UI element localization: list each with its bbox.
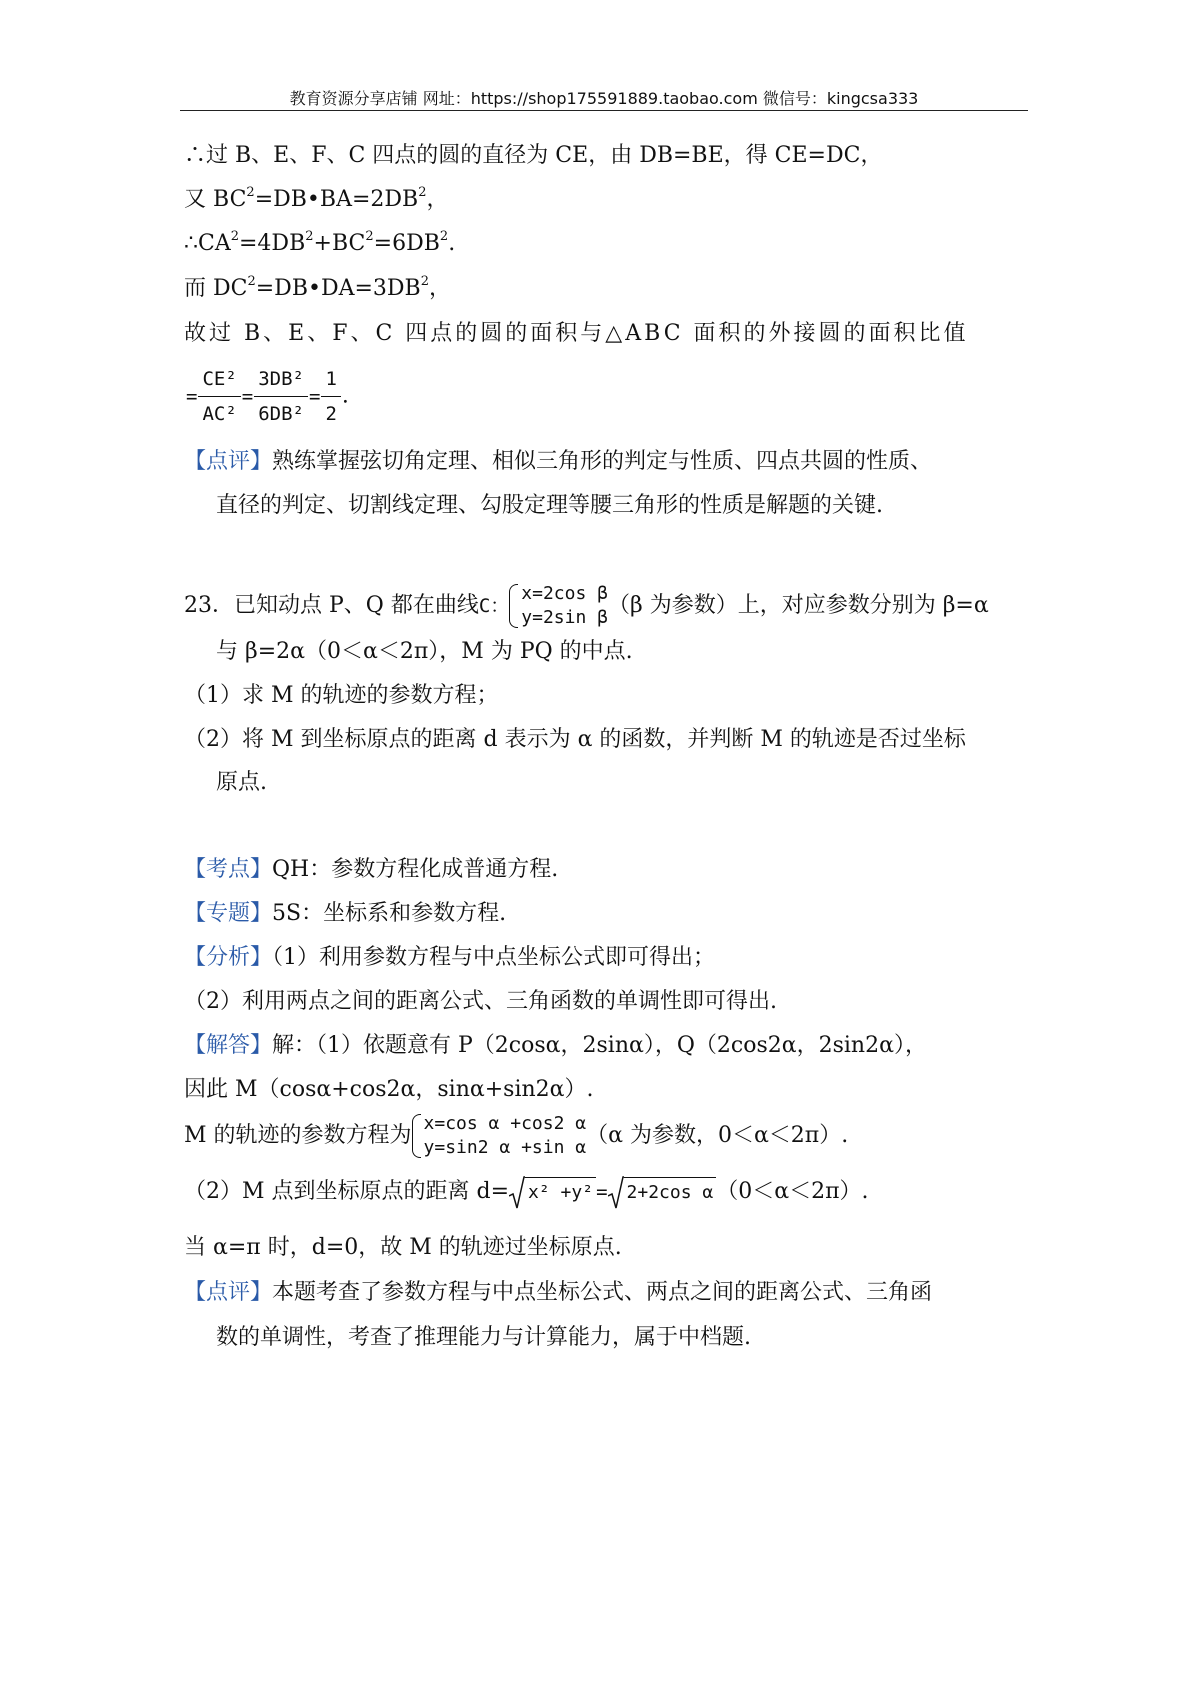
area-ratio-formula: = $\frac{\text{CE²}}{\text{AC²}}$ = $\frac{\text{3DB²}}{\text{6DB²}}$ = $\frac{1}{2}$ . xyxy=(186,364,349,429)
kaodian: 【考点】QH：参数方程化成普通方程. xyxy=(184,857,559,882)
sqrt-two-plus-cos: 2+2cos α xyxy=(608,1176,717,1208)
proof-line-1: ∴过 B、E、F、C 四点的圆的直径为 CE，由 DB=BE，得 CE=DC， xyxy=(184,143,883,168)
solution-midpoint: 因此 M（cosα+cos2α，sinα+sin2α）. xyxy=(184,1077,594,1102)
review-tag: 【点评】 xyxy=(184,449,273,474)
question-23-part-2-cont: 原点. xyxy=(216,770,267,795)
m-param-system: x=cos α +cos2 α y=sin2 α +sin α xyxy=(412,1112,587,1160)
sqrt-sum-of-squares: x² +y² xyxy=(509,1176,596,1208)
solution-distance: （2）M 点到坐标原点的距离 d= x² +y² = 2+2cos α （0＜α＜2π）. xyxy=(184,1176,869,1208)
fenxi-2: （2）利用两点之间的距离公式、三角函数的单调性即可得出. xyxy=(184,989,777,1014)
curve-param-system: x=2cos β y=2sin β xyxy=(509,582,608,630)
question-23-line-1: 23．已知动点 P、Q 都在曲线C： x=2cos β y=2sin β （β 为参数）上，对应参数分别为 β=α xyxy=(184,583,989,628)
question-23-part-1: （1）求 M 的轨迹的参数方程； xyxy=(184,683,499,708)
question-23-line-2: 与 β=2α（0＜α＜2π），M 为 PQ 的中点. xyxy=(216,639,633,664)
review-1: 【点评】熟练掌握弦切角定理、相似三角形的判定与性质、四点共圆的性质、 xyxy=(184,449,933,474)
dianping-cont: 数的单调性，考查了推理能力与计算能力，属于中档题. xyxy=(216,1325,751,1350)
solution-param-eq: M 的轨迹的参数方程为 x=cos α +cos2 α y=sin2 α +sin α （α 为参数，0＜α＜2π）. xyxy=(184,1113,849,1158)
zhuanti: 【专题】5S：坐标系和参数方程. xyxy=(184,901,507,926)
header-divider xyxy=(180,110,1028,111)
question-23-part-2: （2）将 M 到坐标原点的距离 d 表示为 α 的函数，并判断 M 的轨迹是否过坐标 xyxy=(184,727,966,752)
dianping: 【点评】本题考查了参数方程与中点坐标公式、两点之间的距离公式、三角函 xyxy=(184,1280,933,1305)
proof-line-3: $\therefore CA^2=4DB^2+BC^2=6DB^2$. xyxy=(184,229,456,256)
proof-line-2: 又 $BC^2=DB•BA=2DB^2$， xyxy=(184,185,449,212)
proof-line-4: 而 $DC^2=DB•DA=3DB^2$， xyxy=(184,274,452,301)
review-1-cont: 直径的判定、切割线定理、勾股定理等腰三角形的性质是解题的关键. xyxy=(216,493,883,518)
solution-conclusion: 当 α=π 时，d=0，故 M 的轨迹过坐标原点. xyxy=(184,1235,622,1260)
page-header: 教育资源分享店铺 网址：https://shop175591889.taobao.com 微信号：kingcsa333 xyxy=(289,89,919,108)
fenxi: 【分析】（1）利用参数方程与中点坐标公式即可得出； xyxy=(184,945,716,970)
proof-line-5: 故过 B、E、F、C 四点的圆的面积与△ABC 面积的外接圆的面积比值 xyxy=(184,321,969,346)
jieda: 【解答】解：（1）依题意有 P（2cosα，2sinα），Q（2cos2α，2sin2α）， xyxy=(184,1033,927,1058)
